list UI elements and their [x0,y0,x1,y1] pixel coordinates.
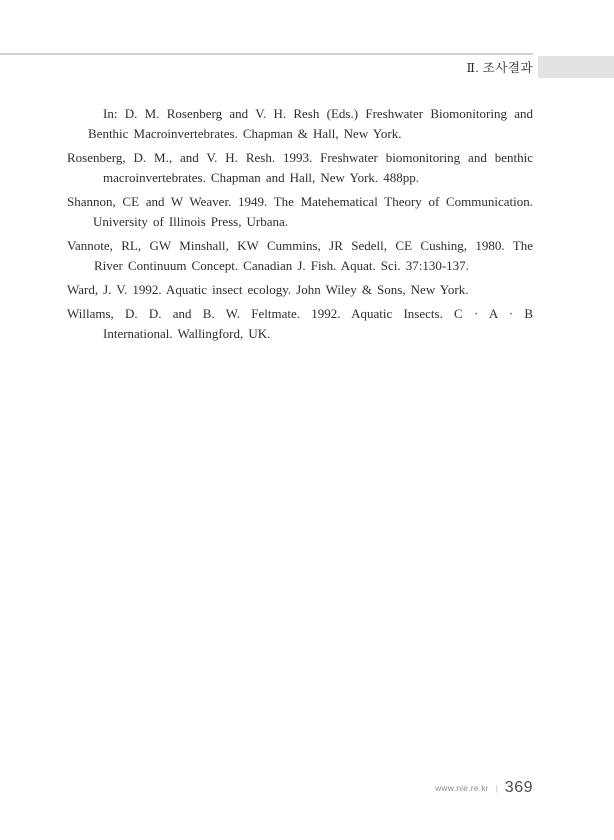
reference-line: Shannon, CE and W Weaver. 1949. The Matehematical Theory of Communication. [67,194,533,209]
reference-entry [67,304,533,344]
reference-line: Willams, D. D. and B. W. Feltmate. 1992. Aquatic Insects. C · A · B [67,306,533,321]
reference-line: International. Wallingford, UK. [103,326,271,341]
references-list [67,104,533,348]
footer-separator: | [495,783,498,793]
reference-line: Ward, J. V. 1992. Aquatic insect ecology. John Wiley & Sons, New York. [67,282,469,297]
reference-line: In: D. M. Rosenberg and V. H. Resh (Eds.) Freshwater Biomonitoring and [103,106,533,121]
reference-entry [67,280,533,300]
footer-page-number: 369 [504,779,533,796]
reference-line: Vannote, RL, GW Minshall, KW Cummins, JR Sedell, CE Cushing, 1980. The [67,238,533,253]
reference-line: River Continuum Concept. Canadian J. Fish. Aquat. Sci. 37:130-137. [94,258,469,273]
header-rule [0,53,533,55]
page-footer [435,779,533,797]
reference-entry [67,148,533,188]
reference-line: University of Illinois Press, Urbana. [93,214,289,229]
reference-entry [67,192,533,232]
reference-line: Benthic Macroinvertebrates. Chapman & Hall, New York. [88,126,402,141]
header-decoration-box [538,56,614,78]
reference-entry [67,236,533,276]
reference-entry [67,104,533,144]
header-section-title: Ⅱ. 조사결과 [466,61,533,75]
reference-line: Rosenberg, D. M., and V. H. Resh. 1993. Freshwater biomonitoring and benthic [67,150,533,165]
reference-line: macroinvertebrates. Chapman and Hall, New York. 488pp. [103,170,419,185]
footer-website-url: www.nie.re.kr [435,783,489,793]
